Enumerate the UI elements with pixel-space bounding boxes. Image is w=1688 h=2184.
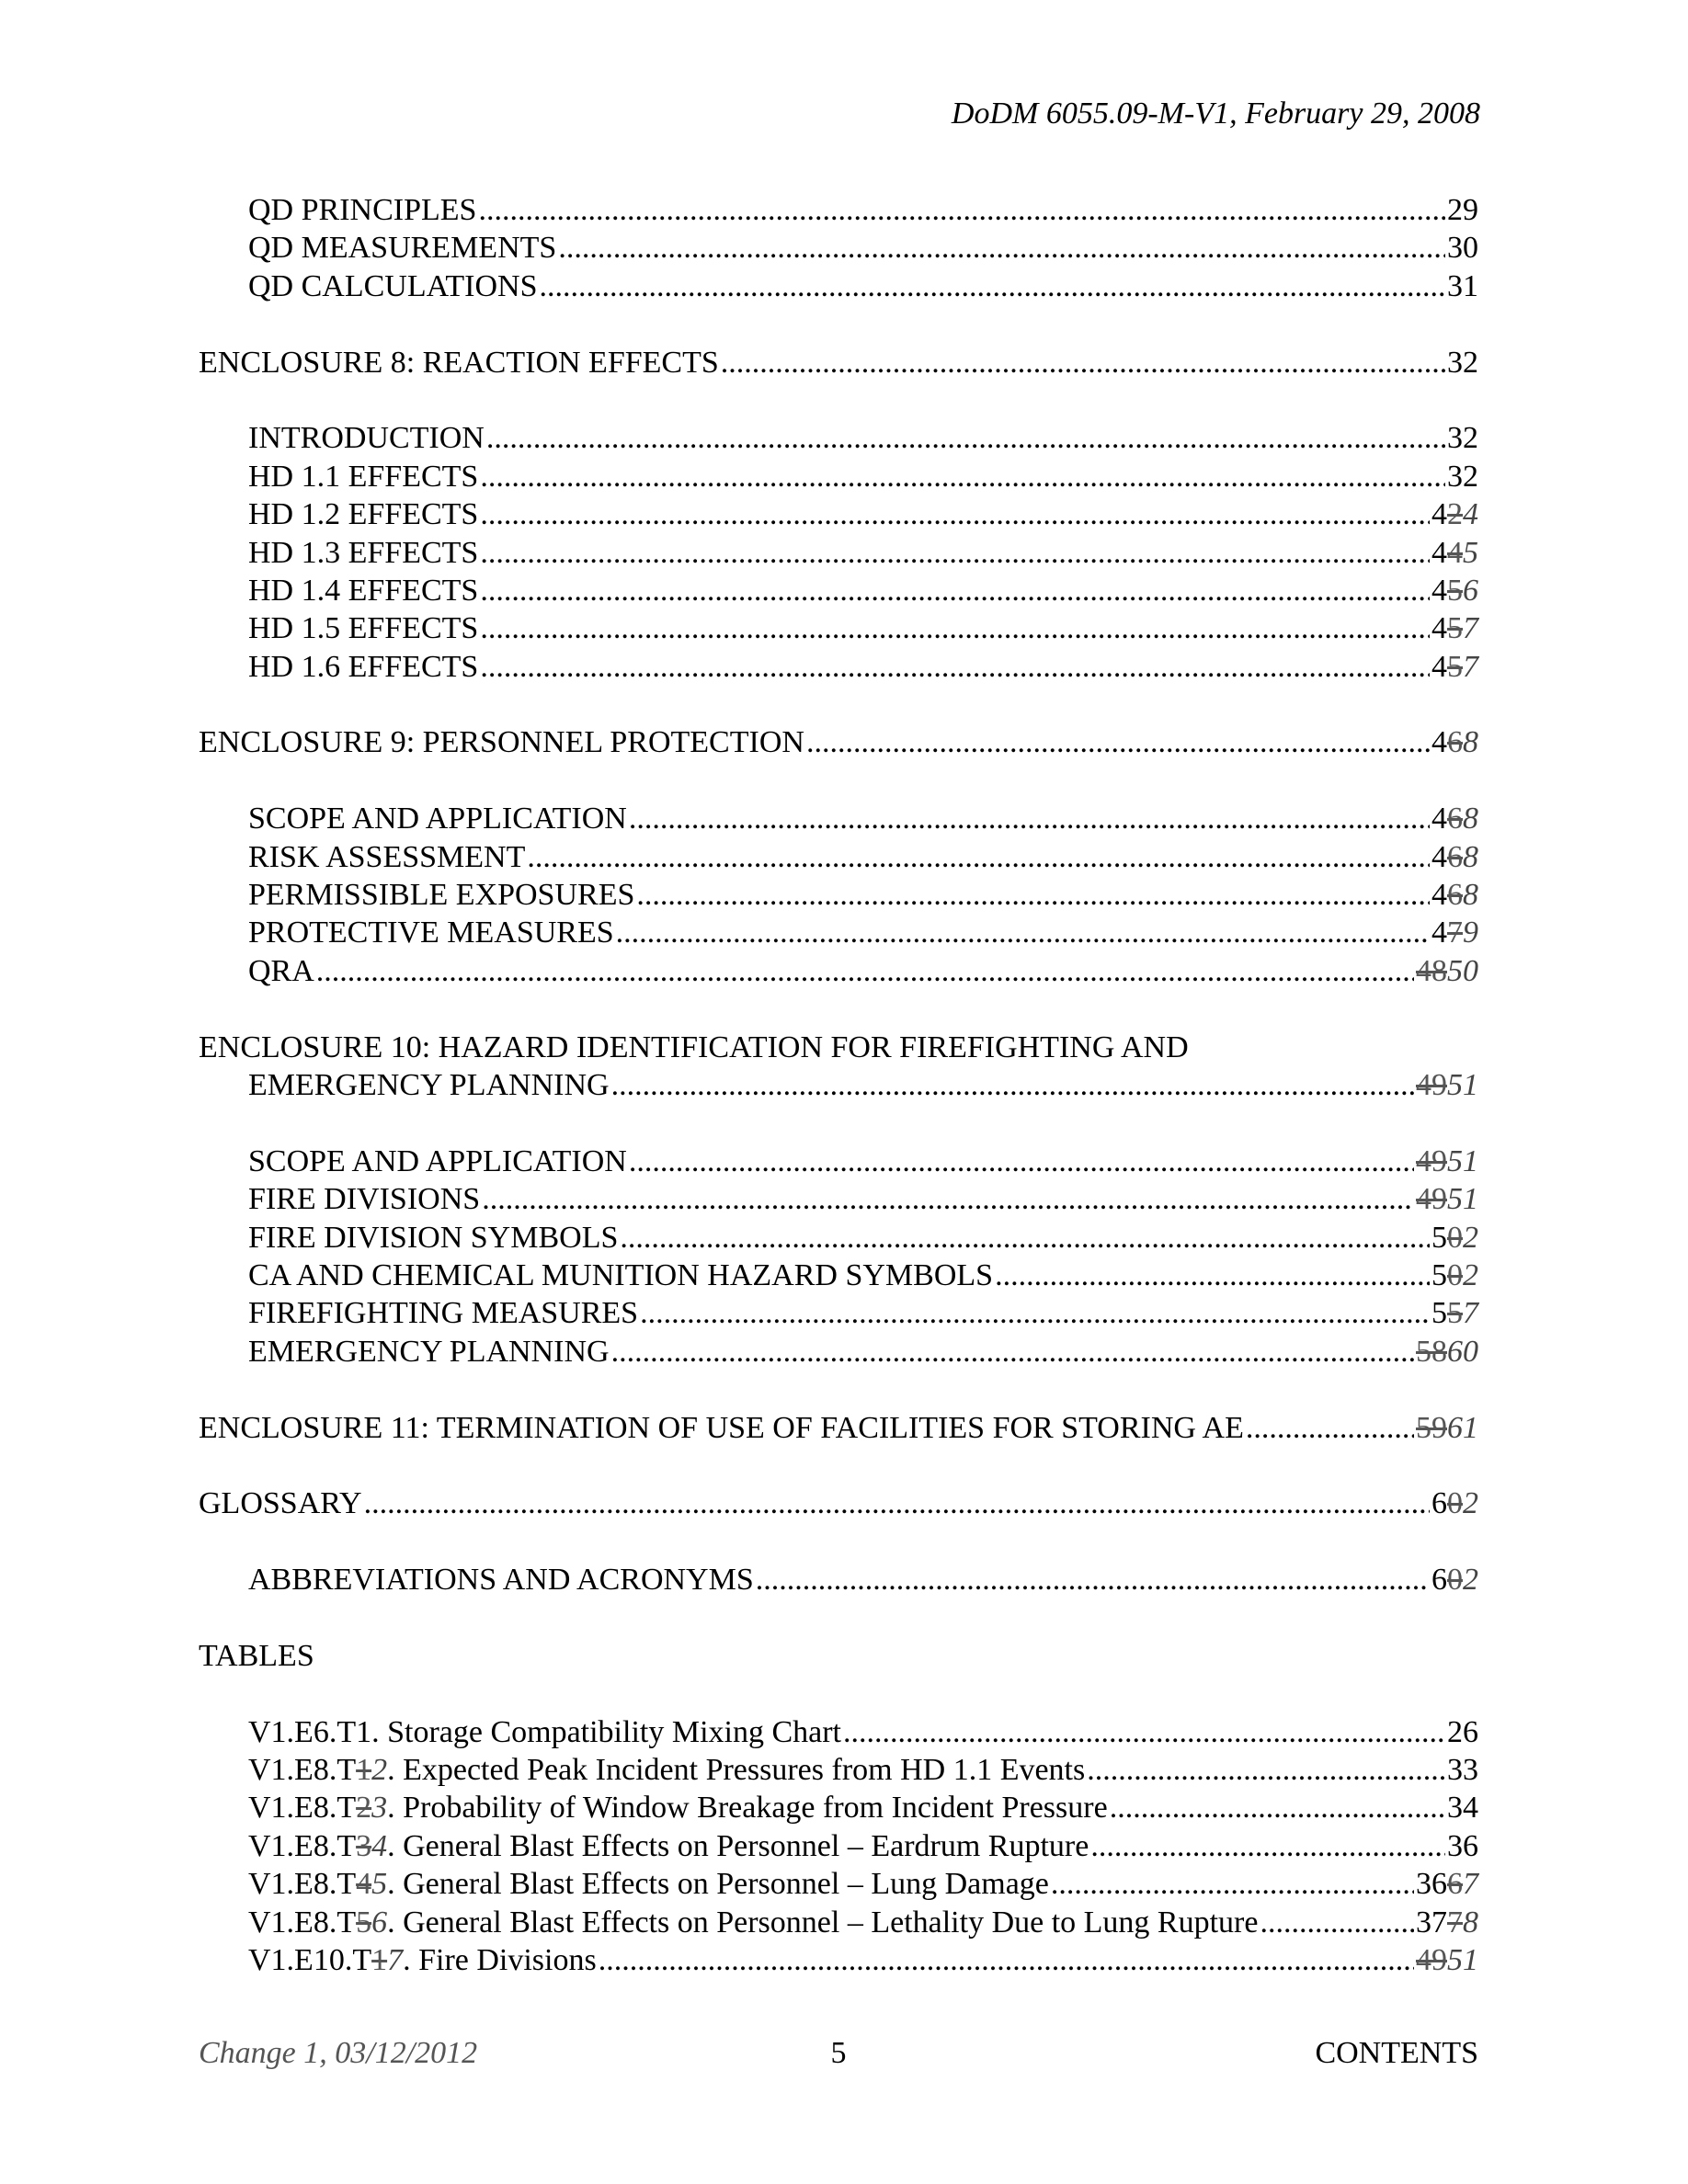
inserted-table-number: 5 — [371, 1867, 388, 1902]
toc-entry[interactable] — [199, 1713, 1478, 1751]
page-number-inserted: 2 — [1463, 1257, 1478, 1292]
page-number-inserted: 6 — [1463, 573, 1478, 608]
toc-entry-title — [199, 344, 719, 381]
table-id-prefix: V1.E8.T — [248, 1791, 357, 1826]
dot-leader — [480, 609, 1430, 647]
dot-leader — [843, 1713, 1445, 1751]
toc-entry-text: FIREFIGHTING MEASURES — [248, 1296, 639, 1331]
toc-entry-text: QRA — [248, 953, 314, 988]
page-number-deleted: 5 — [1447, 611, 1463, 646]
toc-entry-text: QD MEASUREMENTS — [248, 231, 557, 266]
page-number-inserted: 7 — [1463, 649, 1478, 684]
toc-page-number — [1431, 914, 1478, 951]
toc-entry[interactable] — [199, 609, 1478, 647]
toc-entry-text: ABBREVIATIONS AND ACRONYMS — [248, 1563, 754, 1598]
dot-leader — [480, 495, 1430, 533]
toc-entry-text: QD CALCULATIONS — [248, 268, 538, 303]
toc-entry-title — [248, 267, 538, 305]
page-number-inserted: 5 — [1463, 535, 1478, 570]
toc-entry[interactable] — [199, 267, 1478, 305]
toc-entry-title — [248, 1561, 754, 1598]
deleted-table-number: 2 — [356, 1791, 372, 1826]
page-number-inserted: 51 — [1447, 1143, 1478, 1178]
toc-page-number — [1416, 1865, 1478, 1903]
toc-entry-text: EMERGENCY PLANNING — [248, 1334, 610, 1369]
table-of-contents — [199, 191, 1478, 1979]
spacer — [199, 1371, 1478, 1408]
page-footer — [199, 2033, 1478, 2074]
page-number-deleted: 49 — [1416, 1067, 1447, 1102]
toc-entry-title — [248, 1180, 480, 1218]
dot-leader — [806, 723, 1430, 761]
dot-leader — [636, 876, 1430, 914]
toc-entry[interactable] — [199, 534, 1478, 572]
toc-page-number — [1416, 952, 1478, 990]
toc-entry-title — [199, 1029, 1189, 1066]
dot-leader — [1260, 1904, 1414, 1941]
toc-entry-title — [248, 495, 478, 533]
toc-entry-title — [248, 800, 627, 837]
toc-entry[interactable] — [199, 648, 1478, 686]
toc-entry-title — [248, 229, 556, 267]
spacer — [199, 990, 1478, 1028]
toc-page-number — [1416, 1143, 1478, 1180]
page-number-deleted: 2 — [1447, 497, 1463, 532]
toc-page-number: 29 — [1447, 193, 1478, 227]
toc-page-number: 34 — [1447, 1791, 1478, 1826]
toc-entry[interactable] — [199, 1865, 1478, 1903]
dot-leader — [316, 952, 1414, 990]
toc-page-number — [1431, 723, 1478, 761]
page-number-kept: 4 — [1431, 649, 1447, 684]
page-number-inserted: 51 — [1447, 1942, 1478, 1977]
toc-page-number — [1431, 609, 1478, 647]
toc-entry-text: FIRE DIVISIONS — [248, 1182, 481, 1217]
toc-entry-title — [248, 534, 478, 572]
page-number-inserted: 8 — [1463, 1905, 1478, 1939]
toc-entry-text: HD 1.3 EFFECTS — [248, 535, 479, 570]
dot-leader — [1110, 1789, 1445, 1826]
toc-entry[interactable] — [199, 876, 1478, 914]
page-number-deleted: 5 — [1447, 649, 1463, 684]
spacer — [199, 305, 1478, 343]
spacer — [199, 1675, 1478, 1712]
toc-entry-title — [248, 609, 478, 647]
toc-entry[interactable] — [199, 838, 1478, 876]
toc-page-number — [1431, 495, 1478, 533]
table-id-prefix: V1.E8.T — [248, 1867, 357, 1902]
inserted-table-number: 2 — [371, 1753, 388, 1788]
toc-entry[interactable] — [199, 572, 1478, 609]
toc-entry-text: HD 1.1 EFFECTS — [248, 459, 479, 494]
page-number-kept: 37 — [1416, 1905, 1447, 1939]
page-number-inserted: 51 — [1447, 1182, 1478, 1217]
toc-entry-title — [248, 1257, 993, 1294]
page-number-deleted: 6 — [1447, 1867, 1463, 1902]
page-number-deleted: 6 — [1447, 839, 1463, 874]
page-number-inserted: 7 — [1463, 1296, 1478, 1331]
inserted-table-number: 6 — [371, 1905, 388, 1939]
toc-entry-text: HD 1.5 EFFECTS — [248, 611, 479, 646]
page-number-kept: 6 — [1431, 1486, 1447, 1521]
page-number-inserted: 4 — [1463, 497, 1478, 532]
toc-entry-text: PERMISSIBLE EXPOSURES — [248, 878, 635, 913]
toc-page-number: 26 — [1447, 1714, 1478, 1749]
toc-page-number: 33 — [1447, 1753, 1478, 1788]
dot-leader — [540, 267, 1446, 305]
toc-page-number: 36 — [1447, 1828, 1478, 1863]
toc-entry[interactable] — [199, 1637, 1478, 1675]
toc-page-number — [1416, 1409, 1478, 1447]
toc-entry-text: V1.E6.T1. Storage Compatibility Mixing Chart — [248, 1714, 842, 1749]
toc-entry[interactable] — [199, 952, 1478, 990]
toc-entry-text: ENCLOSURE 9: PERSONNEL PROTECTION — [199, 725, 804, 760]
dot-leader — [478, 191, 1445, 229]
toc-entry[interactable] — [199, 1409, 1478, 1447]
toc-entry-text: . Probability of Window Breakage from Incident Pressure — [387, 1791, 1108, 1826]
page-number-deleted: 49 — [1416, 1182, 1447, 1217]
dot-leader — [995, 1257, 1430, 1294]
toc-page-number — [1416, 1333, 1478, 1371]
toc-page-number — [1431, 1219, 1478, 1257]
inserted-table-number: 7 — [387, 1942, 404, 1977]
toc-entry[interactable] — [199, 723, 1478, 761]
toc-entry-text: HD 1.2 EFFECTS — [248, 497, 479, 532]
dot-leader — [611, 1066, 1414, 1104]
toc-entry[interactable] — [199, 1789, 1478, 1826]
toc-entry-title — [199, 1409, 1244, 1447]
toc-entry[interactable] — [199, 1143, 1478, 1180]
dot-leader — [558, 229, 1445, 267]
spacer — [199, 1447, 1478, 1484]
toc-entry-text: EMERGENCY PLANNING — [248, 1067, 610, 1102]
toc-entry-title — [248, 1789, 1108, 1826]
deleted-table-number: 1 — [371, 1942, 388, 1977]
toc-entry-title — [248, 952, 314, 990]
toc-page-number: 32 — [1447, 345, 1478, 380]
page-number-inserted: 2 — [1463, 1563, 1478, 1598]
page-number-kept: 4 — [1431, 878, 1447, 913]
toc-entry-text: SCOPE AND APPLICATION — [248, 802, 627, 836]
page-number-deleted: 49 — [1416, 1942, 1447, 1977]
toc-entry[interactable] — [199, 1029, 1478, 1066]
toc-page-number — [1431, 1484, 1478, 1522]
toc-entry[interactable] — [199, 1180, 1478, 1218]
toc-entry-text: HD 1.6 EFFECTS — [248, 649, 479, 684]
toc-entry[interactable] — [199, 1219, 1478, 1257]
toc-entry-title — [199, 1484, 362, 1522]
toc-page-number — [1431, 800, 1478, 837]
dot-leader — [480, 572, 1430, 609]
toc-entry-title — [248, 572, 478, 609]
table-id-prefix: V1.E8.T — [248, 1828, 357, 1863]
toc-page-number — [1431, 534, 1478, 572]
page-number-kept: 4 — [1431, 839, 1447, 874]
page-number-deleted: 5 — [1447, 573, 1463, 608]
deleted-table-number: 5 — [356, 1905, 372, 1939]
page-number-inserted: 8 — [1463, 802, 1478, 836]
toc-entry[interactable] — [199, 1751, 1478, 1789]
toc-entry-text: HD 1.4 EFFECTS — [248, 573, 479, 608]
toc-entry-title — [248, 1713, 841, 1751]
page-number-deleted: 49 — [1416, 1143, 1447, 1178]
spacer — [199, 381, 1478, 419]
section-name: CONTENTS — [1315, 2036, 1478, 2070]
page-number-deleted: 5 — [1447, 1296, 1463, 1331]
toc-entry-text: RISK ASSESSMENT — [248, 839, 526, 874]
toc-entry-text: ENCLOSURE 8: REACTION EFFECTS — [199, 345, 719, 380]
toc-entry-title — [248, 1219, 618, 1257]
page-number-deleted: 59 — [1416, 1410, 1447, 1445]
toc-entry[interactable] — [199, 458, 1478, 495]
page-number-kept: 5 — [1431, 1220, 1447, 1255]
toc-entry-title — [248, 1941, 597, 1979]
toc-entry-title — [248, 1333, 610, 1371]
toc-page-number — [1431, 876, 1478, 914]
page-number-inserted: 2 — [1463, 1220, 1478, 1255]
page-number-deleted: 7 — [1447, 1905, 1463, 1939]
toc-page-number — [1416, 1066, 1478, 1104]
dot-leader — [1090, 1827, 1445, 1865]
dot-leader — [640, 1294, 1430, 1332]
page-number-inserted: 8 — [1463, 878, 1478, 913]
toc-page-number: 32 — [1447, 421, 1478, 456]
spacer — [199, 1104, 1478, 1142]
toc-entry-text: PROTECTIVE MEASURES — [248, 916, 614, 950]
page-number-deleted: 0 — [1447, 1257, 1463, 1292]
page-number-deleted: 6 — [1447, 802, 1463, 836]
page-number-deleted: 48 — [1416, 953, 1447, 988]
page-number-deleted: 4 — [1447, 535, 1463, 570]
spacer — [199, 686, 1478, 723]
toc-page-number: 32 — [1447, 459, 1478, 494]
page-number-inserted: 61 — [1447, 1410, 1478, 1445]
toc-entry[interactable] — [199, 1333, 1478, 1371]
toc-entry-title — [248, 1143, 627, 1180]
toc-page-number — [1431, 1294, 1478, 1332]
toc-entry[interactable] — [199, 1561, 1478, 1598]
dot-leader — [611, 1333, 1414, 1371]
dot-leader — [599, 1941, 1414, 1979]
toc-entry[interactable] — [199, 419, 1478, 457]
page-number-inserted: 51 — [1447, 1067, 1478, 1102]
dot-leader — [756, 1561, 1430, 1598]
toc-entry[interactable] — [199, 1827, 1478, 1865]
page-number-inserted: 9 — [1463, 916, 1478, 950]
toc-entry-title — [248, 1865, 1049, 1903]
dot-leader — [1087, 1751, 1445, 1789]
toc-entry-text: SCOPE AND APPLICATION — [248, 1143, 627, 1178]
dot-leader — [482, 1180, 1414, 1218]
table-id-prefix: V1.E10.T — [248, 1942, 372, 1977]
page-number-inserted: 8 — [1463, 839, 1478, 874]
deleted-table-number: 3 — [356, 1828, 372, 1863]
toc-page-number — [1416, 1904, 1478, 1941]
toc-entry-title — [248, 458, 478, 495]
table-id-prefix: V1.E8.T — [248, 1753, 357, 1788]
page-number-kept: 5 — [1431, 1257, 1447, 1292]
dot-leader — [1051, 1865, 1414, 1903]
dot-leader — [620, 1219, 1430, 1257]
page-number-kept: 36 — [1416, 1867, 1447, 1902]
toc-entry-text: ENCLOSURE 10: HAZARD IDENTIFICATION FOR FIREFIGHTING AND — [199, 1029, 1189, 1064]
page-number-deleted: 6 — [1447, 725, 1463, 760]
page-number-inserted: 50 — [1447, 953, 1478, 988]
toc-entry-text: QD PRINCIPLES — [248, 193, 477, 227]
page-number-deleted: 6 — [1447, 878, 1463, 913]
dot-leader — [527, 838, 1430, 876]
toc-entry-title — [199, 1637, 314, 1675]
page-number-kept: 4 — [1431, 916, 1447, 950]
toc-entry-text: . Fire Divisions — [403, 1942, 597, 1977]
page-number-kept: 4 — [1431, 573, 1447, 608]
toc-page-number: 31 — [1447, 268, 1478, 303]
toc-entry-title — [248, 1066, 610, 1104]
toc-entry-title — [248, 1904, 1258, 1941]
toc-entry[interactable] — [199, 229, 1478, 267]
toc-entry-text: . General Blast Effects on Personnel – Lethality Due to Lung Rupture — [387, 1905, 1259, 1939]
toc-entry[interactable] — [199, 495, 1478, 533]
toc-page-number: 30 — [1447, 231, 1478, 266]
page-number-inserted: 7 — [1463, 1867, 1478, 1902]
toc-entry[interactable] — [199, 1066, 1478, 1104]
page-number-inserted: 7 — [1463, 611, 1478, 646]
dot-leader — [480, 458, 1445, 495]
page-number-kept: 4 — [1431, 725, 1447, 760]
page-number-inserted: 60 — [1447, 1334, 1478, 1369]
toc-entry-text: GLOSSARY — [199, 1486, 362, 1521]
page-number-kept: 4 — [1431, 611, 1447, 646]
toc-entry[interactable] — [199, 191, 1478, 229]
toc-entry-title — [248, 1294, 638, 1332]
page-number-inserted: 8 — [1463, 725, 1478, 760]
toc-entry-title — [248, 876, 634, 914]
toc-entry[interactable] — [199, 800, 1478, 837]
toc-page-number — [1431, 838, 1478, 876]
toc-page-number — [1431, 572, 1478, 609]
table-id-prefix: V1.E8.T — [248, 1905, 357, 1939]
inserted-table-number: 3 — [371, 1791, 388, 1826]
page-number-kept: 6 — [1431, 1563, 1447, 1598]
spacer — [199, 1598, 1478, 1636]
toc-entry-text: ENCLOSURE 11: TERMINATION OF USE OF FACILITIES FOR STORING AE — [199, 1410, 1244, 1445]
toc-entry-title — [248, 1751, 1085, 1789]
toc-entry-text: . General Blast Effects on Personnel – Lung Damage — [387, 1867, 1049, 1902]
dot-leader — [721, 344, 1445, 381]
toc-entry-text: CA AND CHEMICAL MUNITION HAZARD SYMBOLS — [248, 1257, 994, 1292]
dot-leader — [364, 1484, 1430, 1522]
dot-leader — [486, 419, 1445, 457]
toc-page-number — [1431, 1561, 1478, 1598]
toc-entry-title — [248, 1827, 1089, 1865]
document-header: DoDM 6055.09-M-V1, February 29, 2008 — [951, 97, 1480, 131]
toc-entry-text: . General Blast Effects on Personnel – Eardrum Rupture — [387, 1828, 1089, 1863]
toc-entry-title — [248, 191, 476, 229]
toc-entry[interactable] — [199, 1941, 1478, 1979]
toc-entry[interactable] — [199, 344, 1478, 381]
toc-entry[interactable] — [199, 1484, 1478, 1522]
dot-leader — [629, 1143, 1414, 1180]
dot-leader — [480, 534, 1430, 572]
page-number: 5 — [830, 2036, 847, 2070]
page-number-deleted: 7 — [1447, 916, 1463, 950]
toc-page-number — [1416, 1941, 1478, 1979]
toc-entry[interactable] — [199, 1294, 1478, 1332]
page-number-kept: 4 — [1431, 535, 1447, 570]
dot-leader — [480, 648, 1430, 686]
toc-page-number — [1431, 1257, 1478, 1294]
page-number-deleted: 0 — [1447, 1486, 1463, 1521]
page-number-kept: 4 — [1431, 802, 1447, 836]
toc-entry-text: . Expected Peak Incident Pressures from HD 1.1 Events — [387, 1753, 1086, 1788]
spacer — [199, 1523, 1478, 1561]
page-number-deleted: 58 — [1416, 1334, 1447, 1369]
page-number-deleted: 0 — [1447, 1563, 1463, 1598]
page-number-inserted: 2 — [1463, 1486, 1478, 1521]
toc-page-number — [1431, 648, 1478, 686]
dot-leader — [616, 914, 1430, 951]
toc-page-number — [1416, 1180, 1478, 1218]
change-notice: Change 1, 03/12/2012 — [199, 2036, 478, 2070]
dot-leader — [1246, 1409, 1414, 1447]
page-number-kept: 4 — [1431, 497, 1447, 532]
toc-entry[interactable] — [199, 1257, 1478, 1294]
page-number-kept: 5 — [1431, 1296, 1447, 1331]
toc-entry[interactable] — [199, 914, 1478, 951]
deleted-table-number: 1 — [356, 1753, 372, 1788]
toc-entry-title — [248, 914, 614, 951]
page-number-deleted: 0 — [1447, 1220, 1463, 1255]
toc-entry-title — [248, 648, 478, 686]
toc-entry-title — [199, 723, 804, 761]
spacer — [199, 762, 1478, 800]
toc-entry-text: TABLES — [199, 1638, 314, 1673]
toc-entry-text: FIRE DIVISION SYMBOLS — [248, 1220, 619, 1255]
inserted-table-number: 4 — [371, 1828, 388, 1863]
dot-leader — [629, 800, 1430, 837]
deleted-table-number: 4 — [356, 1867, 372, 1902]
toc-entry-text: INTRODUCTION — [248, 421, 485, 456]
toc-entry[interactable] — [199, 1904, 1478, 1941]
toc-entry-title — [248, 838, 525, 876]
toc-entry-title — [248, 419, 485, 457]
